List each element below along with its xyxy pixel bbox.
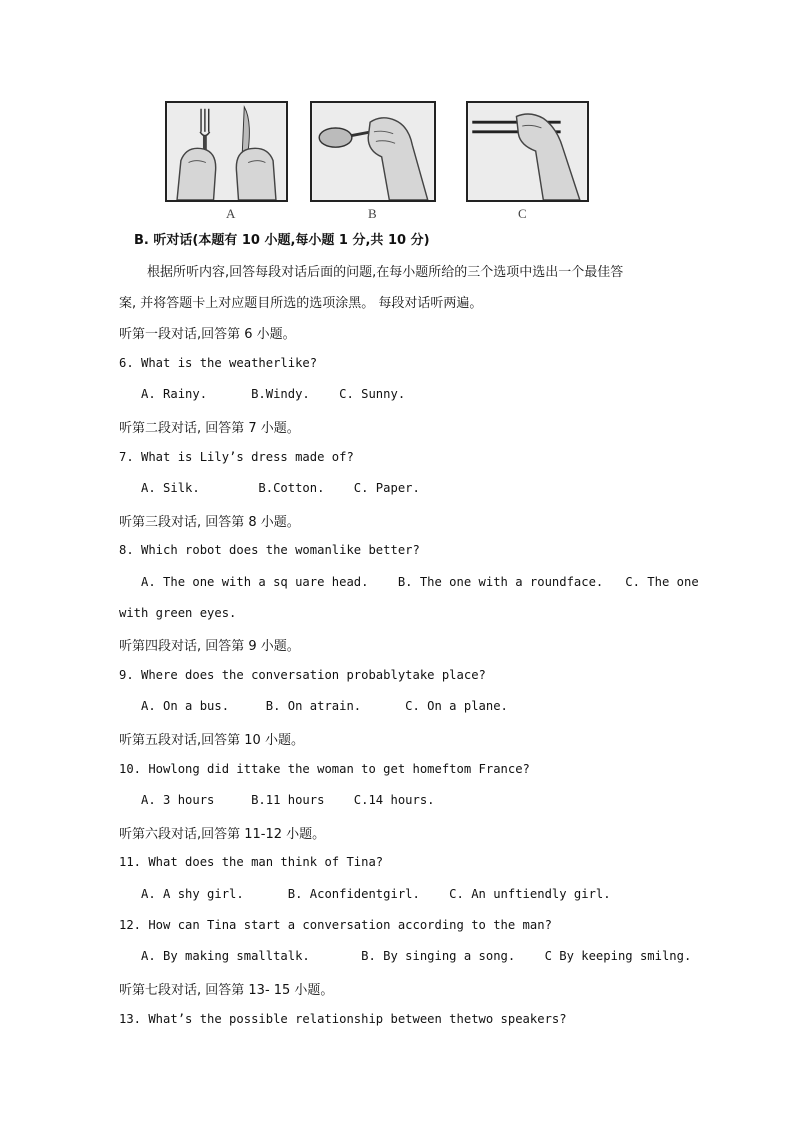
question-11-options: A. A shy girl. B. Aconfidentgirl. C. An unftiendly girl. [119,887,611,901]
question-6-options: A. Rainy. B.Windy. C. Sunny. [119,387,406,401]
question-12: 12. How can Tina start a conversation according to the man? [119,918,552,932]
question-8-options: A. The one with a sq uare head. B. The one with a roundface. C. The one [119,575,699,589]
dialogue-4-prompt: 听第四段对话, 回答第 9 小题。 [119,639,300,654]
question-8: 8. Which robot does the womanlike better? [119,543,420,557]
answer-pictures [0,101,794,221]
question-10: 10. Howlong did ittake the woman to get homeftom France? [119,762,530,776]
picture-c-chopsticks [466,101,589,202]
question-7: 7. What is Lily’s dress made of? [119,450,354,464]
picture-a-caption: A [226,206,236,221]
question-11: 11. What does the man think of Tina? [119,855,384,869]
question-10-options: A. 3 hours B.11 hours C.14 hours. [119,793,435,807]
dialogue-6-prompt: 听第六段对话,回答第 11-12 小题。 [119,827,326,842]
question-8-options-continued: with green eyes. [119,606,237,620]
section-b-instruction-line-2: 案, 并将答题卡上对应题目所选的选项涂黑。 每段对话听两遍。 [119,296,483,311]
picture-b-spoon [310,101,436,202]
question-13: 13. What’s the possible relationship between thetwo speakers? [119,1012,567,1026]
fork-knife-illustration [167,103,286,200]
picture-b-caption: B [368,206,377,221]
question-12-options: A. By making smalltalk. B. By singing a song. C By keeping smilng. [119,949,692,963]
section-b-instruction-line-1: 根据所听内容,回答每段对话后面的问题,在每小题所给的三个选项中选出一个最佳答 [147,265,624,280]
question-9: 9. Where does the conversation probablytake place? [119,668,486,682]
dialogue-3-prompt: 听第三段对话, 回答第 8 小题。 [119,515,300,530]
dialogue-7-prompt: 听第七段对话, 回答第 13- 15 小题。 [119,983,334,998]
dialogue-2-prompt: 听第二段对话, 回答第 7 小题。 [119,421,300,436]
picture-c-caption: C [518,206,527,221]
chopsticks-illustration [468,103,587,200]
question-9-options: A. On a bus. B. On atrain. C. On a plane. [119,699,508,713]
dialogue-1-prompt: 听第一段对话,回答第 6 小题。 [119,327,296,342]
question-7-options: A. Silk. B.Cotton. C. Paper. [119,481,420,495]
picture-a-fork-and-knife [165,101,288,202]
question-6: 6. What is the weatherlike? [119,356,318,370]
section-b-heading: B. 听对话(本题有 10 小题,每小题 1 分,共 10 分) [134,233,430,248]
spoon-illustration [312,103,434,200]
dialogue-5-prompt: 听第五段对话,回答第 10 小题。 [119,733,304,748]
